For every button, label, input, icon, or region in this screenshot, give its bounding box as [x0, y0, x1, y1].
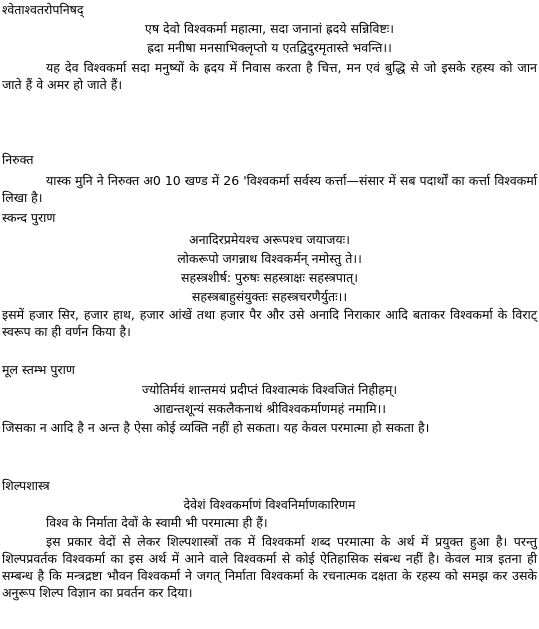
- section-heading-shvetashvatara: श्वेताश्वतरोपनिषद्: [2, 2, 84, 17]
- verse-line: ह्रदा मनीषा मनसाभिक्लृप्तो य एतद्विदुरमृतास्ते भवन्ति।।: [147, 40, 392, 55]
- section-heading-skanda-purana: स्कन्द पुराण: [2, 210, 56, 225]
- section-heading-shilpashastra: शिल्पशास्त्र: [2, 478, 50, 493]
- verse-line: अनादिरप्रमेयश्च अरूपश्च जयाजयः।: [189, 232, 350, 247]
- section-heading-mool-stambh-purana: मूल स्तम्भ पुराण: [2, 362, 75, 377]
- text-line: विश्व के निर्माता देवों के स्वामी भी परमात्मा ही हैं।: [46, 515, 268, 530]
- paragraph-text: जिसका न आदि है न अन्त है ऐसा कोई व्यक्ति नहीं हो सकता। यह केवल परमात्मा हो सकता है।: [2, 420, 430, 435]
- verse-line: सहस्त्रशीर्ष: पुरुषः सहस्त्राक्षः सहस्त्रपात्।: [181, 270, 358, 285]
- verse-line: सहस्त्रबाहुसंयुक्तः सहस्त्रचरणैर्युतः।।: [191, 289, 348, 304]
- paragraph-text: यह देव विश्वकर्मा सदा मनुष्यों के ह्रदय में निवास करता है चित्त, मन एवं बुद्धि से जो इसके रहस्य को जान जाते हैं वे अमर हो जाते हैं।: [2, 60, 537, 92]
- verse-line: ज्योतिर्मयं शान्तमयं प्रदीप्तं विश्वात्मकं विश्वजितं निहीहम्।: [141, 382, 398, 397]
- verse-line: देवेशं विश्वकर्माणं विश्वनिर्माणकारिणम: [183, 497, 356, 512]
- section-heading-nirukta: निरुक्त: [2, 152, 34, 167]
- verse-line: आद्यन्तशून्यं सकलैकनाथं श्रीविश्वकर्माणमहं नमामि।।: [152, 401, 387, 416]
- verse-line: लोकरूपो जगन्नाथ विश्वकर्मन् नमोस्तु ते।।: [177, 251, 362, 266]
- paragraph-text: यास्क मुनि ने निरुक्त अ0 10 खण्ड में 26 'विश्वकर्मा सर्वस्य कर्त्ता—संसार में सब पदार्थों का कर्त्ता विश्वकर्मा लिखा है।: [2, 173, 537, 205]
- paragraph-text: इस प्रकार वेदों से लेकर शिल्पशास्त्रों तक में विश्वकर्मा शब्द परमात्मा के अर्थ में प्रयुक्त हुआ है। परन्तु शिल्पप्रवर्तक विश्वकर्मा का इस अर्थ में आने वाले विश्वकर्मा से कोई ऐतिहासिक संबन्ध नहीं है। केवल मात्र इतना ही सम्बन्ध है कि मन्त्रद्रष्टा भौवन विश्वकर्मा ने जगत् निर्माता विश्वकर्मा के रचनात्मक दक्षता के रहस्य को समझ कर उसके अनुरूप शिल्प विज्ञान का प्रवर्तन कर दिया।: [2, 534, 537, 600]
- verse-line: एष देवो विश्वकर्मा महात्मा, सदा जनानां ह्रदये सन्निविष्टः।: [144, 21, 395, 36]
- paragraph-text: इसमें हजार सिर, हजार हाथ, हजार आंखें तथा हजार पैर और उसे अनादि निराकार आदि बताकर विश्वकर्मा के विराट् स्वरूप का ही वर्णन किया है।: [2, 307, 537, 339]
